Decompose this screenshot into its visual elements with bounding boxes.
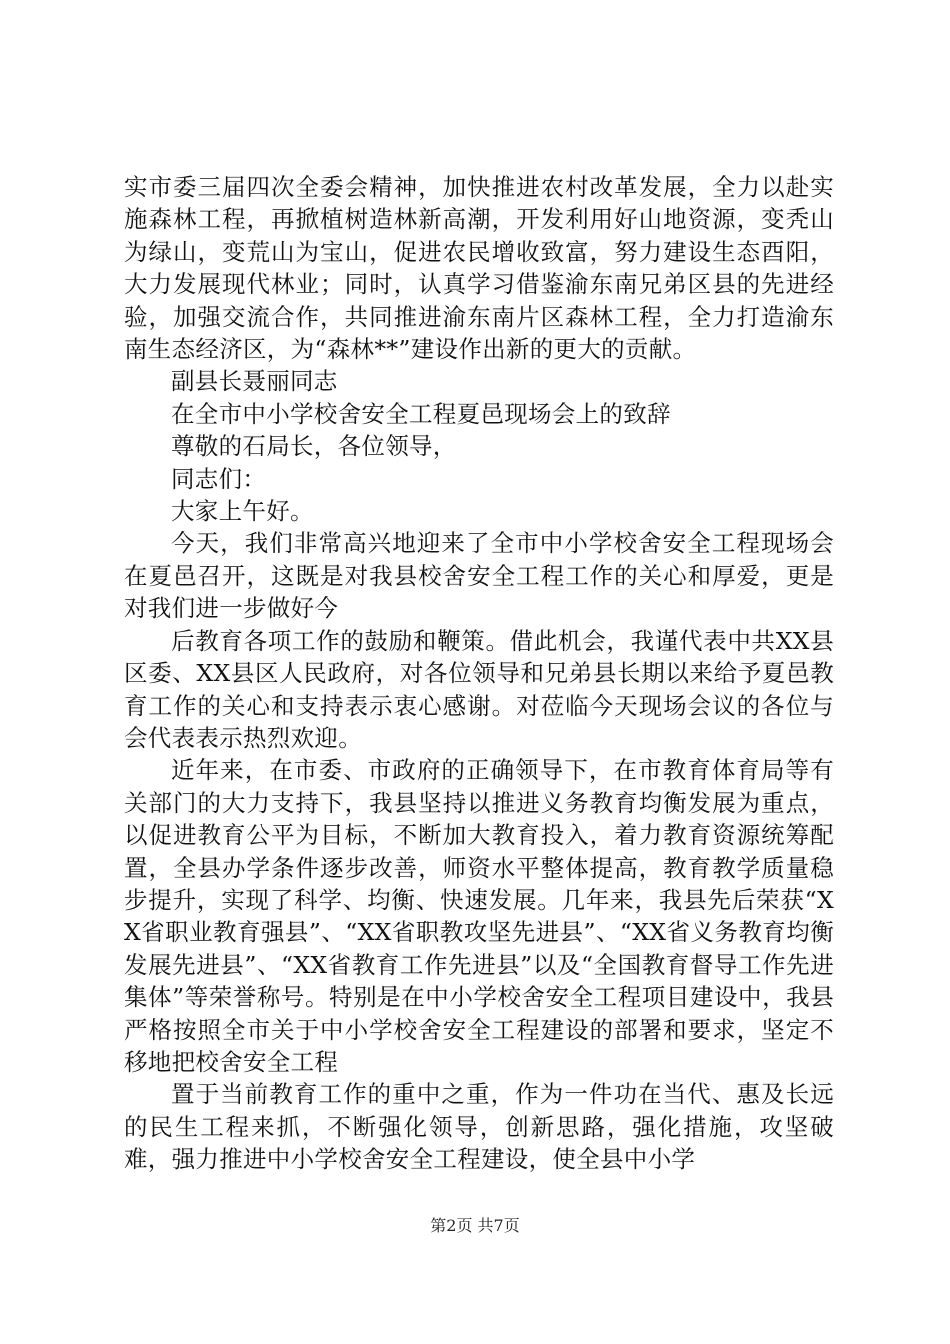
salutation-comrades: 同志们： xyxy=(171,464,267,493)
paragraph-priority: 置于当前教育工作的重中之重，作为一件功在当代、惠及长远的民生工程来抓，不断强化领导，创新思路，强化措施，攻坚破难，强力推进中小学校舍安全工程建设，使全县中小学 xyxy=(124,1080,834,1174)
paragraph-continuation: 实市委三届四次全委会精神，加快推进农村改革发展，全力以赴实施森林工程，再掀植树造林新高潮，开发利用好山地资源，变秃山为绿山，变荒山为宝山，促进农民增收致富，努力建设生态酉阳，大力发展现代林业；同时，认真学习借鉴渝东南兄弟区县的先进经验，加强交流合作，共同推进渝东南片区森林工程，全力打造渝东南生态经济区，为“森林**”建设作出新的更大的贡献。 xyxy=(124,173,834,364)
paragraph-opening: 今天，我们非常高兴地迎来了全市中小学校舍安全工程现场会在夏邑召开，这既是对我县校舍安全工程工作的关心和厚爱，更是对我们进一步做好今 xyxy=(124,529,834,623)
page-number-footer: 第2页 共7页 xyxy=(430,1216,520,1235)
paragraph-thanks: 后教育各项工作的鼓励和鞭策。借此机会，我谨代表中共XX县区委、XX县区人民政府，对各位领导和兄弟县长期以来给予夏邑教育工作的关心和支持表示衷心感谢。对莅临今天现场会议的各位与会代表表示热烈欢迎。 xyxy=(124,626,834,752)
paragraph-achievements: 近年来，在市委、市政府的正确领导下，在市教育体育局等有关部门的大力支持下，我县坚持以推进义务教育均衡发展为重点，以促进教育公平为目标，不断加大教育投入，着力教育资源统筹配置，全县办学条件逐步改善，师资水平整体提高，教育教学质量稳步提升，实现了科学、均衡、快速发展。几年来，我县先后荣获“XX省职业教育强县”、“XX省职教攻坚先进县”、“XX省义务教育均衡发展先进县”、“XX省教育工作先进县”以及“全国教育督导工作先进集体”等荣誉称号。特别是在中小学校舍安全工程项目建设中，我县严格按照全市关于中小学校舍安全工程建设的部署和要求，坚定不移地把校舍安全工程 xyxy=(124,756,834,1076)
speech-title: 在全市中小学校舍安全工程夏邑现场会上的致辞 xyxy=(171,399,671,428)
speaker-name: 副县长聂丽同志 xyxy=(171,367,338,396)
greeting: 大家上午好。 xyxy=(171,497,314,526)
salutation: 尊敬的石局长，各位领导， xyxy=(171,432,457,461)
document-body xyxy=(124,171,834,1176)
